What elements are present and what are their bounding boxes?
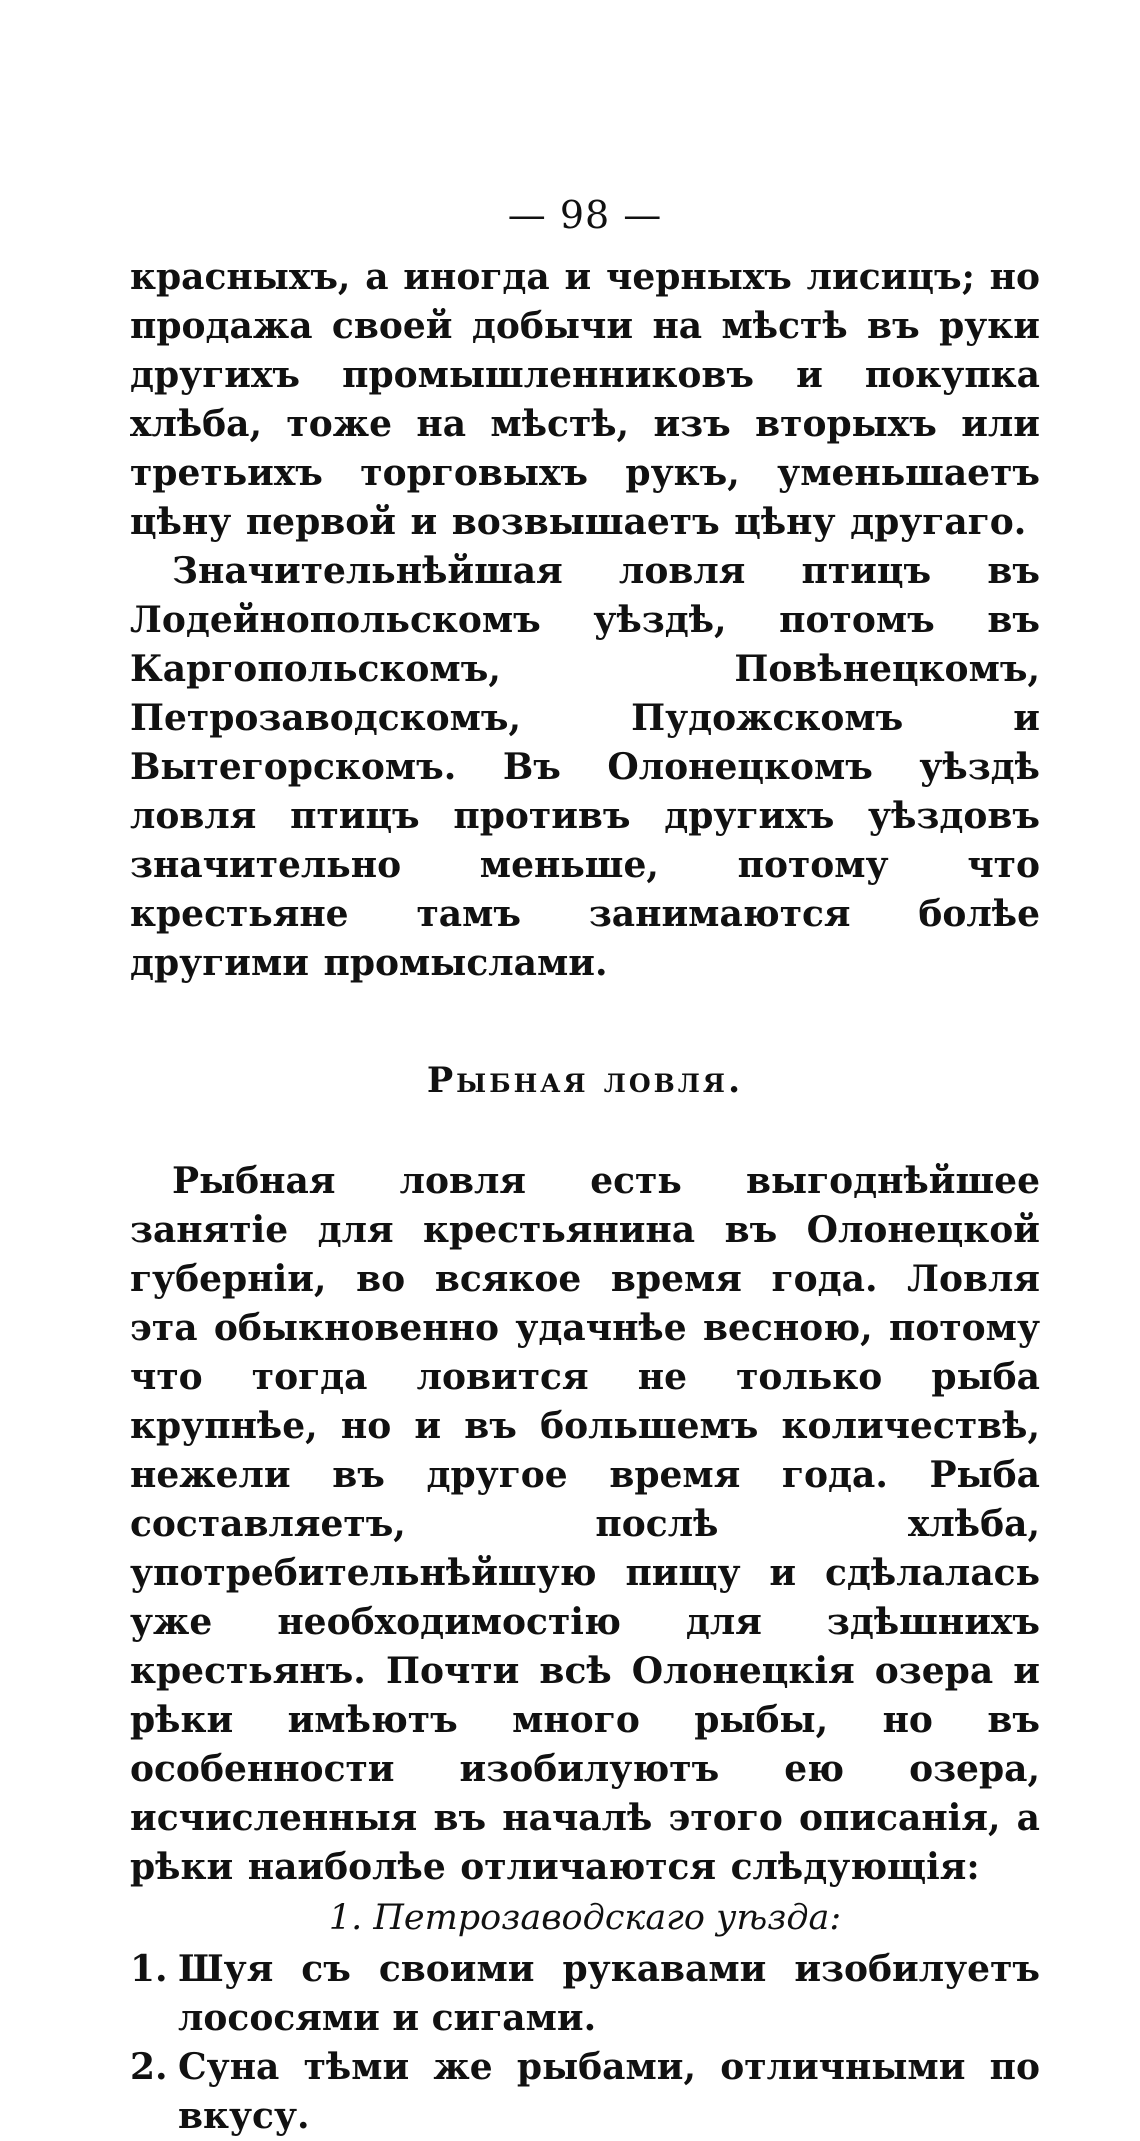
rivers-list bbox=[130, 1945, 1040, 2141]
book-page bbox=[130, 185, 1040, 2141]
subheading-district: 1. Петрозаводскаго уѣзда: bbox=[328, 1898, 842, 1938]
list-item-text: Суна тѣми же рыбами, отличными по вкусу. bbox=[178, 2046, 1040, 2137]
section-heading: Рыбная ловля. bbox=[426, 1060, 744, 1101]
list-item bbox=[130, 2043, 1040, 2141]
paragraph-continuation: красныхъ, а иногда и черныхъ лисицъ; но продажа своей добычи на мѣстѣ въ руки другихъ промышленниковъ и покупка хлѣба, тоже на мѣстѣ, изъ вторыхъ или третьихъ торговыхъ рукъ, уменьшаетъ цѣну первой и возвышаетъ цѣну другаго. bbox=[130, 256, 1040, 543]
paragraph-fishing: Рыбная ловля есть выгоднѣйшее занятіе для крестьянина въ Олонецкой губерніи, во всякое время года. Ловля эта обыкновенно удачнѣе весною, потому что тогда ловится не только рыба крупнѣе, но и въ большемъ количествѣ, нежели въ другое время года. Рыба составляетъ, послѣ хлѣба, употребительнѣйшую пищу и сдѣлалась уже необходимостію для здѣшнихъ крестьянъ. Почти всѣ Олонецкія озера и рѣки имѣютъ много рыбы, но въ особенности изобилуютъ ею озера, исчисленныя въ началѣ этого описанія, а рѣки наиболѣе отличаются слѣдующія: bbox=[130, 1160, 1040, 1888]
paragraph-bird-hunting: Значительнѣйшая ловля птицъ въ Лодейнопольскомъ уѣздѣ, потомъ въ Каргопольскомъ, Повѣнецкомъ, Петрозаводскомъ, Пудожскомъ и Вытегорскомъ. Въ Олонецкомъ уѣздѣ ловля птицъ противъ другихъ уѣздовъ значительно меньше, потому что крестьяне тамъ занимаются болѣе другими промыслами. bbox=[130, 550, 1040, 984]
list-item-number: 1. bbox=[130, 1948, 168, 1990]
list-item bbox=[130, 1945, 1040, 2043]
list-item-number: 2. bbox=[130, 2046, 168, 2088]
list-item-text: Шуя съ своими рукавами изобилуетъ лососями и сигами. bbox=[178, 1948, 1040, 2039]
page-number: — 98 — bbox=[507, 193, 663, 237]
